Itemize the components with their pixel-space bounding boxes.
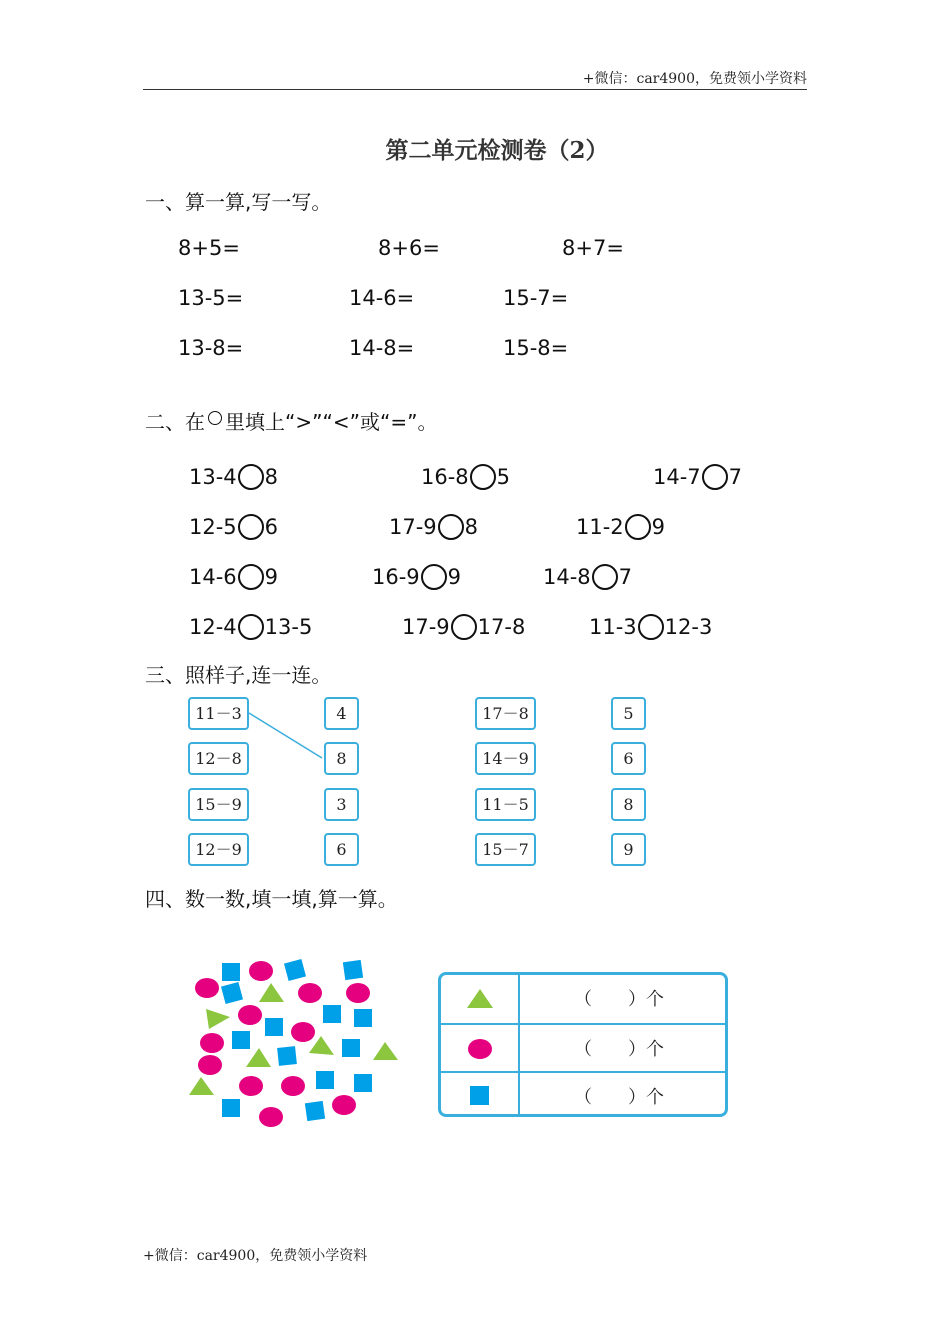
answer-box[interactable]: 3 — [324, 788, 359, 821]
compare-left: 14-8 — [543, 565, 591, 589]
section-2-heading-post: 里填上“>”“<”或“=”。 — [225, 410, 438, 434]
compare-right: 17-8 — [477, 615, 526, 639]
compare-left: 11-3 — [589, 615, 637, 639]
compare-right: 8 — [464, 515, 479, 539]
circle-icon — [198, 1055, 222, 1075]
triangle-icon — [373, 1042, 398, 1060]
answer-box[interactable]: 4 — [324, 697, 359, 730]
count-row-circle — [441, 1023, 725, 1073]
shapes-cluster — [185, 955, 405, 1135]
square-icon — [323, 1005, 341, 1023]
count-answer-field[interactable]: （ ）个 — [574, 1087, 664, 1108]
circle-icon — [249, 961, 273, 981]
compare-left: 17-9 — [389, 515, 437, 539]
compare-left: 12-5 — [189, 515, 237, 539]
compare-right: 7 — [618, 565, 633, 589]
circle-icon — [291, 1022, 315, 1042]
compare-left: 12-4 — [189, 615, 237, 639]
square-icon — [316, 1071, 334, 1089]
square-icon — [305, 1101, 325, 1121]
section-4-heading: 四、数一数,填一填,算一算。 — [145, 887, 398, 911]
answer-box[interactable]: 8 — [611, 788, 646, 821]
square-icon — [277, 1046, 297, 1066]
square-icon — [284, 959, 306, 981]
circle-icon — [332, 1095, 356, 1115]
compare-right: 6 — [264, 515, 279, 539]
compare-right: 9 — [651, 515, 666, 539]
header-note: +微信：car4900，免费领小学资料 — [582, 71, 807, 87]
compare-right: 7 — [728, 465, 743, 489]
compare-right: 12-3 — [664, 615, 713, 639]
equation: 14-8= — [349, 336, 415, 360]
circle-icon — [259, 1107, 283, 1127]
expression-box[interactable]: 11－5 — [475, 788, 536, 821]
compare-left: 13-4 — [189, 465, 237, 489]
equation: 15-8= — [503, 336, 569, 360]
circle-icon — [281, 1076, 305, 1096]
equation: 8+7= — [562, 236, 624, 260]
answer-box[interactable]: 5 — [611, 697, 646, 730]
answer-box[interactable]: 9 — [611, 833, 646, 866]
count-table — [438, 972, 728, 1117]
count-row-square — [441, 1071, 725, 1121]
count-answer-field[interactable]: （ ）个 — [574, 989, 664, 1010]
expression-box[interactable]: 14－9 — [475, 742, 536, 775]
expression-box[interactable]: 17－8 — [475, 697, 536, 730]
equation: 13-5= — [178, 286, 244, 310]
answer-box[interactable]: 6 — [611, 742, 646, 775]
triangle-icon — [259, 983, 284, 1002]
circle-icon — [239, 1076, 263, 1096]
square-icon — [222, 1099, 240, 1117]
square-icon — [354, 1074, 372, 1092]
square-icon — [354, 1009, 372, 1027]
expression-box[interactable]: 12－8 — [188, 742, 249, 775]
triangle-icon — [467, 989, 493, 1009]
expression-box[interactable]: 15－9 — [188, 788, 249, 821]
equation: 8+6= — [378, 236, 440, 260]
expression-box[interactable]: 11－3 — [188, 697, 249, 730]
square-icon — [221, 982, 243, 1004]
compare-right: 8 — [264, 465, 279, 489]
circle-icon — [467, 1038, 493, 1060]
square-icon — [232, 1031, 250, 1049]
triangle-icon — [246, 1048, 271, 1067]
footer-note: +微信：car4900，免费领小学资料 — [143, 1248, 368, 1264]
equation: 15-7= — [503, 286, 569, 310]
compare-left: 14-6 — [189, 565, 237, 589]
compare-right: 13-5 — [264, 615, 313, 639]
square-icon — [265, 1018, 283, 1036]
expression-box[interactable]: 15－7 — [475, 833, 536, 866]
compare-left: 17-9 — [402, 615, 450, 639]
square-icon — [222, 963, 240, 981]
equation: 14-6= — [349, 286, 415, 310]
circle-icon — [195, 978, 219, 998]
expression-box[interactable]: 12－9 — [188, 833, 249, 866]
compare-left: 16-9 — [372, 565, 420, 589]
answer-box[interactable]: 8 — [324, 742, 359, 775]
equation: 13-8= — [178, 336, 244, 360]
triangle-icon — [206, 1009, 230, 1029]
compare-left: 16-8 — [421, 465, 469, 489]
section-1-heading: 一、算一算,写一写。 — [145, 190, 332, 214]
compare-right: 9 — [264, 565, 279, 589]
square-icon — [342, 1039, 360, 1057]
count-row-triangle — [441, 975, 725, 1023]
count-answer-field[interactable]: （ ）个 — [574, 1039, 664, 1060]
compare-left: 14-7 — [653, 465, 701, 489]
triangle-icon — [189, 1077, 214, 1095]
answer-box[interactable]: 6 — [324, 833, 359, 866]
square-icon — [470, 1086, 490, 1106]
compare-left: 11-2 — [576, 515, 624, 539]
circle-icon — [200, 1033, 224, 1053]
circle-icon — [346, 983, 370, 1003]
square-icon — [343, 960, 363, 980]
circle-icon — [238, 1005, 262, 1025]
section-2-heading-pre: 二、在 — [145, 410, 205, 434]
equation: 8+5= — [178, 236, 240, 260]
circle-icon — [298, 983, 322, 1003]
compare-right: 9 — [447, 565, 462, 589]
page-title: 第二单元检测卷（2） — [385, 137, 609, 164]
compare-right: 5 — [496, 465, 511, 489]
section-3-heading: 三、照样子,连一连。 — [145, 663, 332, 687]
triangle-icon — [309, 1036, 334, 1055]
